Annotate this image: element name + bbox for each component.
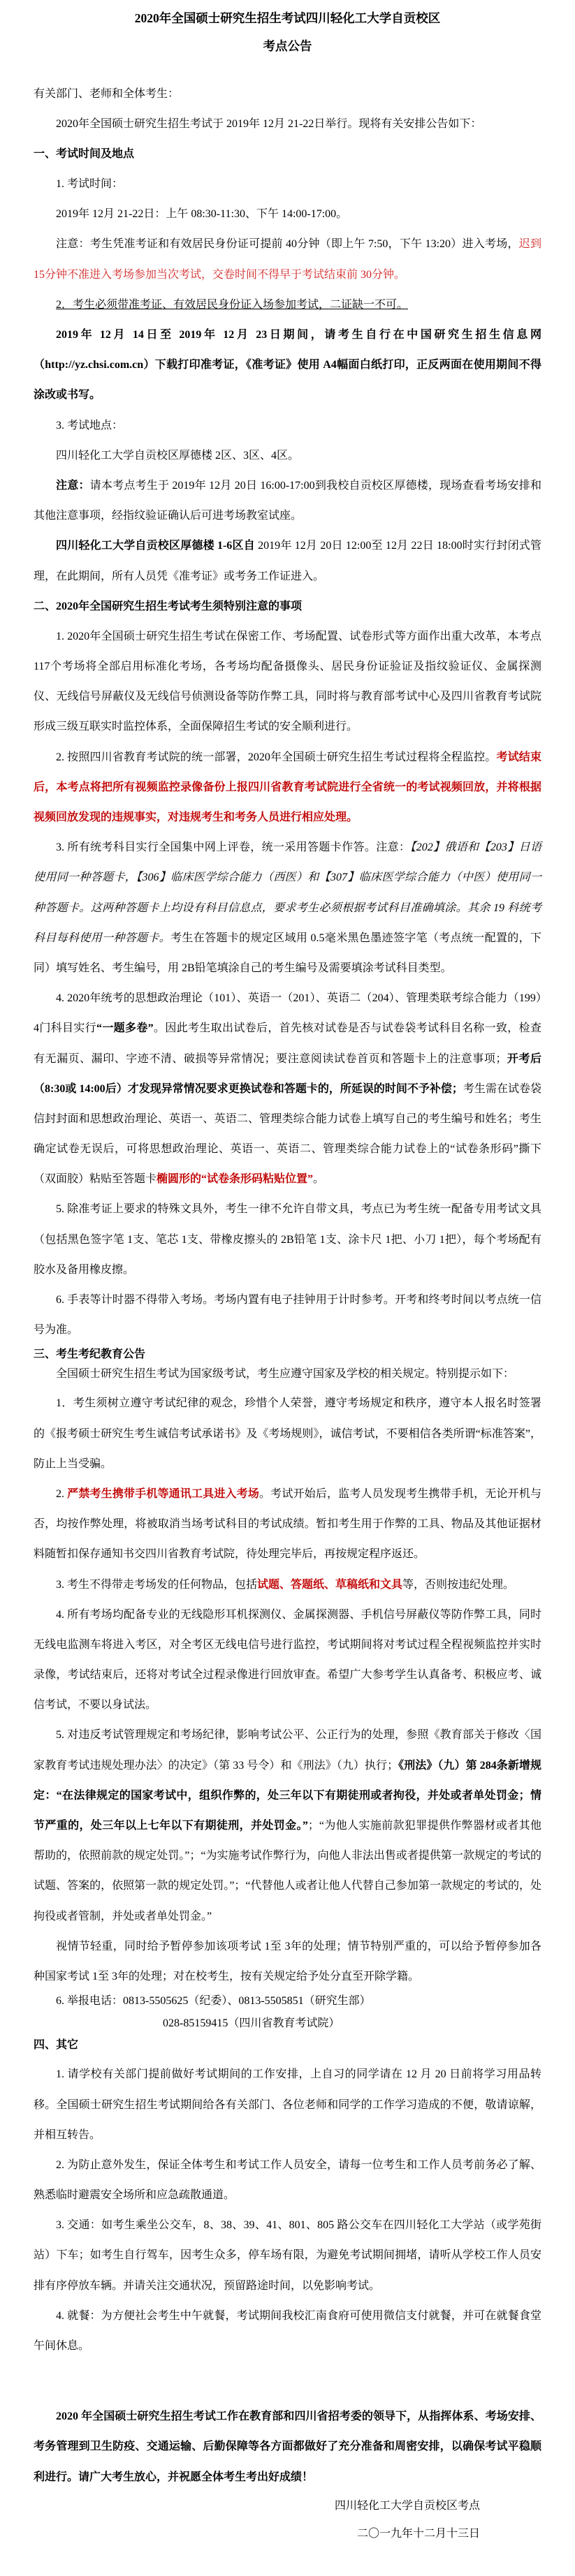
paragraph (34, 2059, 541, 2150)
text-run: 028-85159415（四川省教育考试院） (163, 2017, 340, 2030)
text-run: 四川轻化工大学自贡校区厚德楼 1-6区自 (56, 540, 255, 552)
text-run: 二、2020年全国研究生招生考试考生须特别注意的事项 (34, 600, 303, 612)
text-run: 椭圆形的“试卷条形码粘贴位置” (157, 1173, 314, 1186)
paragraph (34, 2520, 541, 2548)
paragraph (34, 621, 541, 742)
text-run: 5. 对违反考试管理规定和考场纪律，影响考试公平、公正行为的处理，参照《教育部关于修改〈国家教育考试违规处理办法〉的决定》（第 33 号令）和《刑法》（九）执行； (34, 1729, 541, 1772)
document-body (34, 79, 541, 2548)
paragraph (34, 2492, 541, 2520)
paragraph (34, 320, 541, 411)
text-run: 三、考生考纪教育公告 (34, 1348, 146, 1361)
paragraph (34, 2150, 541, 2210)
paragraph (34, 1931, 541, 1992)
paragraph (34, 1194, 541, 1285)
paragraph (34, 1345, 541, 1364)
paragraph (34, 441, 541, 471)
paragraph (34, 411, 541, 441)
paragraph (34, 471, 541, 531)
text-run: 迟到 15分钟不准进入考场参加当次考试，交卷时间不得早于考试结束前 30分钟。 (34, 238, 541, 281)
text-run: 严禁考生携带手机等通讯工具进入考场 (67, 1487, 259, 1500)
text-run: 注意： (56, 479, 90, 492)
text-run: 2. 按照四川省教育考试院的统一部署，2020年全国硕士研究生招生考试过程将全程监控。 (56, 751, 497, 763)
paragraph (34, 1388, 541, 1479)
text-run: 2. 为防止意外发生，保证全体考生和考试工作人员安全，请每一位考生和工作人员考前务必了解、熟悉临时避震安全场所和应急疏散通道。 (34, 2158, 541, 2202)
paragraph (34, 79, 541, 109)
text-run: 。 (313, 1173, 325, 1186)
text-run: 二〇一九年十二月十三日 (356, 2527, 480, 2540)
text-run: 1. 请学校有关部门提前做好考试期间的工作安排，上自习的同学请在 12 月 20 日前将学习用品转移。全国硕士研究生招生考试期间给各有关部门、各位老师和同学的工作学习造成的不便，敬请谅解，并相互转告。 (34, 2068, 541, 2141)
text-run: 4. 就餐：为方便社会考生中午就餐，考试期间我校汇南食府可使用微信支付就餐，并可在就餐食堂午间休息。 (34, 2309, 541, 2352)
text-run: 全国硕士研究生招生考试为国家级考试，考生应遵守国家及学校的相关规定。特别提示如下： (56, 1368, 515, 1381)
text-run: 2019年 12月 20日 12:00至 12月 22日 18:00时实行封闭式管理，在此期间，所有人员凭《准考证》或考务工作证进入。 (34, 540, 541, 582)
text-run: 请本考点考生于 2019年 12月 20日 16:00-17:00到我校自贡校区厚德楼，现场查看考场安排和其他注意事项，经指纹验证确认后可进考场教室试座。 (34, 479, 541, 522)
text-run: 。因此考生取出试卷后，首先核对试卷是否与试卷袋考试科目名称一致，检查有无漏页、漏印、字迹不清、破损等异常情况；要注意阅读试卷首页和答题卡上的注意事项； (34, 1022, 541, 1065)
text-run: 4. 2020年统考的思想政治理论（101）、英语一（201）、英语二（204）、管理类联考综合能力（199）4门科目实行 (34, 992, 541, 1035)
paragraph (34, 169, 541, 199)
text-run: 试题、答题纸、草稿纸和文具 (257, 1578, 403, 1591)
paragraph (34, 1479, 541, 1570)
paragraph (34, 1285, 541, 1345)
paragraph (34, 290, 541, 320)
text-run: 3. 所有统考科目实行全国集中网上评卷，统一采用答题卡作答。注意： (56, 841, 411, 854)
text-run: 等，否则按违纪处理。 (402, 1578, 515, 1591)
text-run: 《刑法》（九）第 284条新增规定：“在法律规定的国家考试中，组织作弊的，处三年以下有期徒刑或者拘役，并处或者单处罚金；情节严重的，处三年以上七年以下有期徒刑，并处罚金。” (34, 1759, 541, 1832)
text-run: 3. 考生不得带走考场发的任何物品，包括 (56, 1578, 258, 1591)
paragraph (34, 2210, 541, 2301)
title-line-2: 考点公告 (263, 39, 312, 54)
paragraph (34, 531, 541, 591)
text-run: ；“为他人实施前款犯罪提供作弊器材或者其他帮助的，依照前款的规定处罚。”；“为实施考试作弊行为，向他人非法出售或者提供第一款规定的考试的试题、答案的，依照第一款的规定处罚。”；“代替他人或者让他人代替自己参加第一款规定的考试的，处拘役或者管制，并处或者单处罚金。” (34, 1820, 541, 1922)
paragraph (34, 109, 541, 139)
text-run: 【202】俄语和【203】日语使用同一种答题卡，【306】临床医学综合能力（西医）和【307】临床医学综合能力（中医）使用同一种答题卡。这两种答题卡上均设有科目信息点，要求考生必须根据考试科目准确填涂。其余 19 科统考科目每科使用一种答题卡。 (34, 841, 541, 944)
text-run: 2. (56, 1487, 68, 1500)
text-run: 2019年 12月 21-22日：上午 08:30-11:30、下午 14:00-17:00。 (56, 208, 348, 221)
text-run: 3. 考试地点： (56, 419, 124, 432)
paragraph (34, 2036, 541, 2055)
paragraph (34, 1364, 541, 1384)
document-title (34, 4, 541, 61)
text-run: 6. 手表等计时器不得带入考场。考场内置有电子挂钟用于计时参考。开考和终考时间以考点统一信号为准。 (34, 1294, 541, 1337)
text-run: 四、其它 (34, 2039, 79, 2052)
title-line-1: 2020年全国硕士研究生招生考试四川轻化工大学自贡校区 (134, 11, 441, 25)
paragraph (34, 591, 541, 621)
text-run: 视情节轻重，同时给予暂停参加该项考试 1至 3年的处理；情节特别严重的，可以给予暂停参加各种国家考试 1至 3年的处理；对在校考生，按有关规定给予处分直至开除学籍。 (34, 1940, 541, 1982)
text-run: 4. 所有考场均配备专业的无线隐形耳机探测仪、金属探测器、手机信号屏蔽仪等防作弊工具，同时无线电监测车将进入考区，对全考区无线电信号进行监控，考试期间将对考试过程全程视频监控并实时录像，考试结束后，还将对考试全过程录像进行回放审查。希望广大参考学生认真备考、积极应考、诚信考试，不要以身试法。 (34, 1608, 541, 1712)
text-run: 1. 2020年全国硕士研究生招生考试在保密工作、考场配置、试卷形式等方面作出重大改革，本考点 117个考场将全部启用标准化考场，各考场均配备摄像头、居民身份证验证及指纹验证仪、金属探测仪、无线信号屏蔽仪及无线信号侦测设备等防作弊工具，同时将与教育部考试中心及四川省教育考试院形成三级互联实时监控体系，全面保障招生考试的安全顺利进行。 (34, 630, 541, 733)
paragraph (34, 139, 541, 169)
text-run: 2．考生必须带准考证、有效居民身份证入场参加考试，二证缺一不可。 (56, 298, 409, 311)
paragraph (34, 1600, 541, 1721)
text-run: 有关部门、老师和全体考生： (34, 87, 180, 100)
paragraph (34, 983, 541, 1194)
paragraph (34, 2401, 541, 2492)
text-run: 考生在答题卡的规定区域用 0.5毫米黑色墨迹签字笔（考点统一配置的，下同）填写姓名、考生编号，用 2B铅笔填涂自己的考生编号及需要填涂考试科目类型。 (34, 932, 541, 974)
paragraph (34, 1992, 541, 2011)
text-run: 四川轻化工大学自贡校区考点 (334, 2499, 480, 2512)
paragraph (34, 832, 541, 983)
paragraph (34, 742, 541, 833)
text-run: 6. 举报电话：0813-5505625（纪委）、0813-5505851（研究生部） (56, 1995, 371, 2008)
paragraph (34, 1570, 541, 1600)
text-run: 5. 除准考证上要求的特殊文具外，考生一律不允许自带文具，考点已为考生统一配备专用考试文具（包括黑色签字笔 1支、笔芯 1支、带橡皮擦头的 2B铅笔 1支、涂卡尺 1把、小刀 1把），每个考场配有胶水及备用橡皮擦。 (34, 1203, 541, 1276)
paragraph (34, 2011, 541, 2036)
text-run: 2019年 12月 14日至 2019年 12月 23日期间，请考生自行在中国研究生招生信息网（http://yz.chsi.com.cn）下载打印准考证，《准考证》使用 A4幅面白纸打印，正反两面在使用期间不得涂改或书写。 (34, 329, 541, 402)
paragraph (34, 1720, 541, 1931)
text-run: 2020年全国硕士研究生招生考试于 2019年 12月 21-22日举行。现将有关安排公告如下： (56, 117, 482, 130)
text-run: 。考试开始后，监考人员发现考生携带手机，无论开机与否，均按作弊处理，将被取消当场考试科目的考试成绩。暂扣考生用于作弊的工具、物品及其他证据材料随暂扣保存通知书交四川省教育考试院，待处理完毕后，再按规定程序返还。 (34, 1487, 541, 1561)
text-run: 考试结束后，本考点将把所有视频监控录像备份上报四川省教育考试院进行全省统一的考试视频回放，并将根据视频回放发现的违规事实，对违规考生和考务人员进行相应处理。 (34, 751, 541, 823)
text-run: 2020 年全国硕士研究生招生考试工作在教育部和四川省招考委的领导下，从指挥体系、考场安排、考务管理到卫生防疫、交通运输、后勤保障等各方面都做好了充分准备和周密安排，以确保考试平稳顺利进行。请广大考生放心，并祝愿全体考生考出好成绩！ (34, 2411, 541, 2483)
text-run: 1．考生须树立遵守考试纪律的观念，珍惜个人荣誉，遵守考场规定和秩序，遵守本人报名时签署的《报考硕士研究生考生诚信考试承诺书》及《考场规则》，诚信考试，不要相信各类所谓“标准答案”，防止上当受骗。 (34, 1397, 541, 1470)
paragraph (34, 229, 541, 289)
text-run: 注意：考生凭准考证和有效居民身份证可提前 40分钟（即上午 7:50，下午 13:20）进入考场， (56, 238, 519, 251)
text-run: 3. 交通：如考生乘坐公交车，8、38、39、41、801、805 路公交车在四川轻化工大学站（或学苑街站）下车；如考生自行驾车，因考生众多，停车场有限，为避免考试期间拥堵，请听从学校工作人员安排有序停放车辆。并请关注交通状况，预留路途时间，以免影响考试。 (34, 2219, 541, 2292)
text-run: 一、考试时间及地点 (34, 147, 135, 160)
text-run: 1. 考试时间： (56, 178, 124, 191)
text-run: 开考后（8:30或 14:00后）才发现异常情况要求更换试卷和答题卡的，所延误的时间不予补偿； (34, 1052, 541, 1095)
paragraph (34, 199, 541, 229)
paragraph (34, 2301, 541, 2361)
text-run: “一题多卷” (96, 1022, 154, 1035)
text-run: 四川轻化工大学自贡校区厚德楼 2区、3区、4区。 (56, 449, 300, 462)
text-run: 考生需在试卷袋信封封面和思想政治理论、英语一、英语二、管理类综合能力试卷上填写自己的考生编号和姓名；考生确定试卷无误后，可将思想政治理论、英语一、英语二、管理类综合能力试卷上的“试卷条形码”撕下（双面胶）粘贴至答题卡 (34, 1082, 541, 1186)
